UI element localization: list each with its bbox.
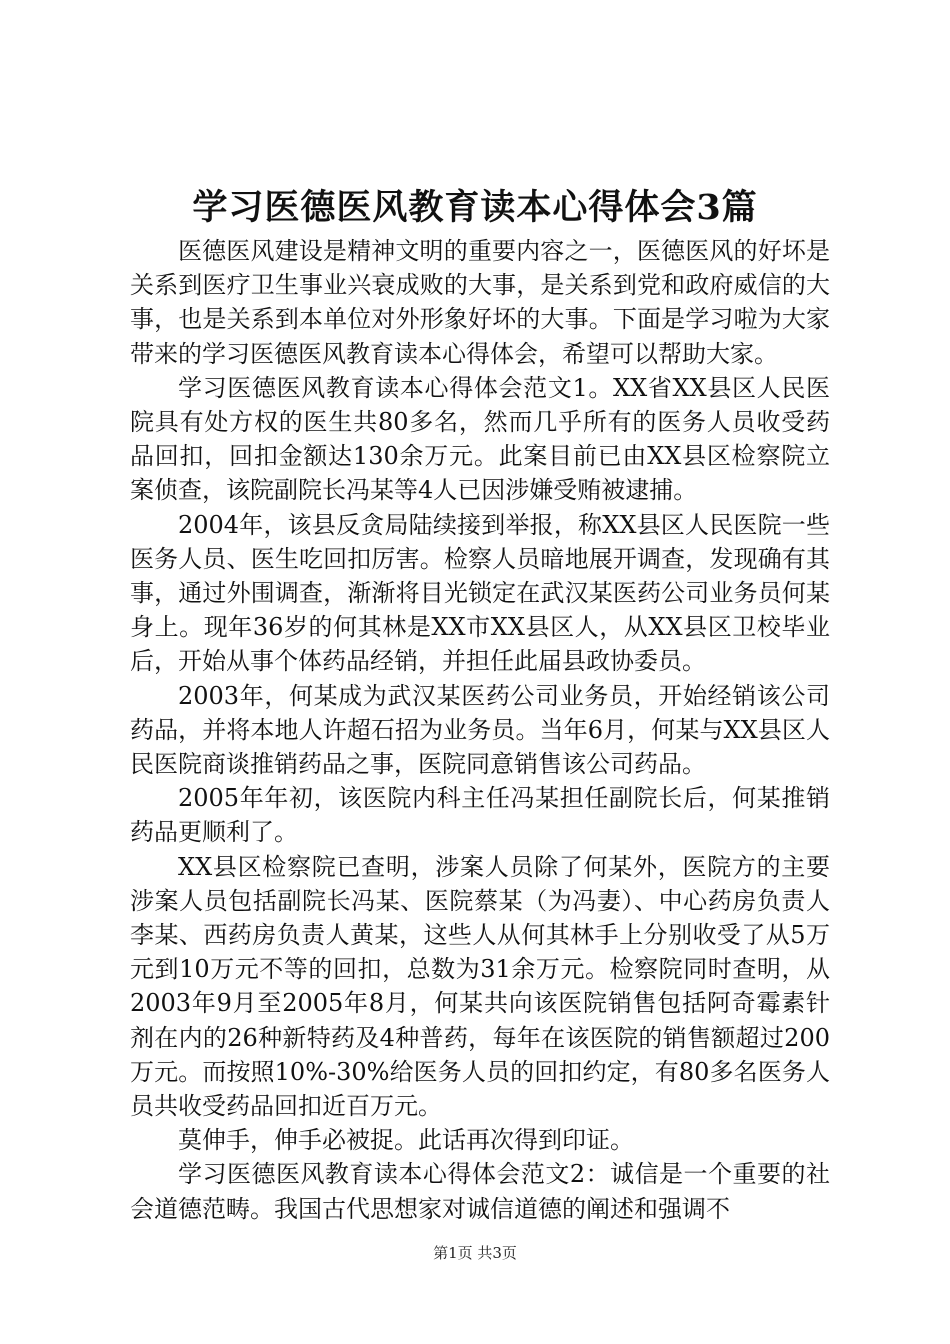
paragraph-example-2: 学习医德医风教育读本心得体会范文2：诚信是一个重要的社会道德范畴。我国古代思想家对诚信道德的阐述和强调不 — [130, 1160, 830, 1223]
page-number-footer: 第1页 共3页 — [433, 1244, 517, 1262]
paragraph-example-1: 学习医德医风教育读本心得体会范文1。XX省XX县区人民医院具有处方权的医生共80多名，然而几乎所有的医务人员收受药品回扣，回扣金额达130余万元。此案目前已由XX县区检察院立案侦查，该院副院长冯某等4人已因涉嫌受贿被逮捕。 — [130, 373, 830, 505]
paragraph-2005-promotion: 2005年年初，该医院内科主任冯某担任副院长后，何某推销药品更顺利了。 — [130, 784, 830, 847]
document-body — [130, 234, 830, 1226]
document-title: 学习医德医风教育读本心得体会3篇 — [192, 187, 758, 228]
paragraph-2003-sales: 2003年，何某成为武汉某医药公司业务员，开始经销该公司药品，并将本地人许超石招为业务员。当年6月，何某与XX县区人民医院商谈推销药品之事，医院同意销售该公司药品。 — [130, 681, 830, 779]
paragraph-2004-report: 2004年，该县反贪局陆续接到举报，称XX县区人民医院一些医务人员、医生吃回扣厉害。检察人员暗地展开调查，发现确有其事，通过外围调查，渐渐将目光锁定在武汉某医药公司业务员何某身上。现年36岁的何其林是XX市XX县区人，从XX县区卫校毕业后，开始从事个体药品经销，并担任此届县政协委员。 — [130, 510, 830, 676]
paragraph-intro: 医德医风建设是精神文明的重要内容之一，医德医风的好坏是关系到医疗卫生事业兴衰成败的大事，是关系到党和政府威信的大事，也是关系到本单位对外形象好坏的大事。下面是学习啦为大家带来的学习医德医风教育读本心得体会，希望可以帮助大家。 — [130, 237, 830, 368]
paragraph-investigation-findings: XX县区检察院已查明，涉案人员除了何某外，医院方的主要涉案人员包括副院长冯某、医院蔡某（为冯妻）、中心药房负责人李某、西药房负责人黄某，这些人从何其林手上分别收受了从5万元到10万元不等的回扣，总数为31余万元。检察院同时查明，从2003年9月至2005年8月，何某共向该医院销售包括阿奇霉素针剂在内的26种新特药及4种普药，每年在该医院的销售额超过200万元。而按照10%-30%给医务人员的回扣约定，有80多名医务人员共收受药品回扣近百万元。 — [130, 852, 830, 1121]
paragraph-conclusion: 莫伸手，伸手必被捉。此话再次得到印证。 — [178, 1126, 634, 1155]
